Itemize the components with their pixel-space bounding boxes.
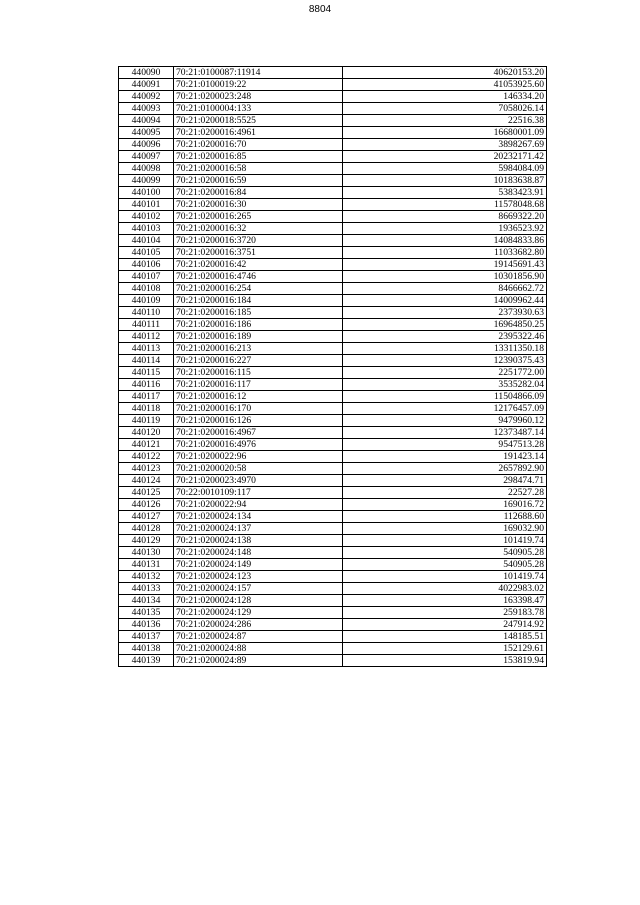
table-row <box>119 379 547 391</box>
table-row <box>119 451 547 463</box>
row-number-cell: 440108 <box>119 283 174 295</box>
table-row <box>119 283 547 295</box>
cadastral-number-cell: 70:21:0200016:30 <box>174 199 343 211</box>
cadastral-number-cell: 70:21:0200016:70 <box>174 139 343 151</box>
row-number-cell: 440134 <box>119 595 174 607</box>
table-row <box>119 475 547 487</box>
row-number-cell: 440102 <box>119 211 174 223</box>
row-number-cell: 440096 <box>119 139 174 151</box>
row-number-cell: 440117 <box>119 391 174 403</box>
table-row <box>119 631 547 643</box>
table-row <box>119 307 547 319</box>
cadastral-value-cell: 8466662.72 <box>343 283 547 295</box>
cadastral-value-cell: 259183.78 <box>343 607 547 619</box>
table-row <box>119 319 547 331</box>
row-number-cell: 440120 <box>119 427 174 439</box>
cadastral-value-cell: 4022983.02 <box>343 583 547 595</box>
table-row <box>119 79 547 91</box>
cadastral-value-cell: 247914.92 <box>343 619 547 631</box>
row-number-cell: 440131 <box>119 559 174 571</box>
cadastral-value-cell: 12176457.09 <box>343 403 547 415</box>
table-row <box>119 607 547 619</box>
row-number-cell: 440125 <box>119 487 174 499</box>
cadastral-number-cell: 70:21:0200024:137 <box>174 523 343 535</box>
cadastral-value-cell: 10183638.87 <box>343 175 547 187</box>
table-row <box>119 247 547 259</box>
row-number-cell: 440121 <box>119 439 174 451</box>
cadastral-value-cell: 153819.94 <box>343 655 547 667</box>
cadastral-value-cell: 169016.72 <box>343 499 547 511</box>
row-number-cell: 440113 <box>119 343 174 355</box>
page-number: 8804 <box>308 4 332 15</box>
table-row <box>119 427 547 439</box>
cadastral-number-cell: 70:21:0200024:148 <box>174 547 343 559</box>
table-row <box>119 463 547 475</box>
table-row <box>119 91 547 103</box>
row-number-cell: 440100 <box>119 187 174 199</box>
cadastral-number-cell: 70:21:0200016:227 <box>174 355 343 367</box>
table-row <box>119 103 547 115</box>
table-row <box>119 259 547 271</box>
table-row <box>119 199 547 211</box>
cadastral-number-cell: 70:21:0200016:184 <box>174 295 343 307</box>
row-number-cell: 440106 <box>119 259 174 271</box>
row-number-cell: 440109 <box>119 295 174 307</box>
cadastral-value-cell: 22527.28 <box>343 487 547 499</box>
cadastral-value-cell: 5984084.09 <box>343 163 547 175</box>
row-number-cell: 440099 <box>119 175 174 187</box>
cadastral-number-cell: 70:21:0200016:117 <box>174 379 343 391</box>
cadastral-value-cell: 5383423.91 <box>343 187 547 199</box>
table-row <box>119 331 547 343</box>
table-row <box>119 151 547 163</box>
row-number-cell: 440094 <box>119 115 174 127</box>
row-number-cell: 440116 <box>119 379 174 391</box>
row-number-cell: 440098 <box>119 163 174 175</box>
cadastral-number-cell: 70:22:0010109:117 <box>174 487 343 499</box>
cadastral-number-cell: 70:21:0200016:126 <box>174 415 343 427</box>
table-row <box>119 619 547 631</box>
table-row <box>119 223 547 235</box>
row-number-cell: 440095 <box>119 127 174 139</box>
row-number-cell: 440093 <box>119 103 174 115</box>
table-row <box>119 355 547 367</box>
table-row <box>119 583 547 595</box>
cadastral-number-cell: 70:21:0200024:88 <box>174 643 343 655</box>
cadastral-number-cell: 70:21:0100004:133 <box>174 103 343 115</box>
row-number-cell: 440119 <box>119 415 174 427</box>
row-number-cell: 440130 <box>119 547 174 559</box>
row-number-cell: 440128 <box>119 523 174 535</box>
cadastral-value-cell: 14009962.44 <box>343 295 547 307</box>
table-row <box>119 439 547 451</box>
row-number-cell: 440126 <box>119 499 174 511</box>
table-row <box>119 391 547 403</box>
cadastral-number-cell: 70:21:0200024:89 <box>174 655 343 667</box>
cadastral-value-cell: 101419.74 <box>343 535 547 547</box>
table-row <box>119 523 547 535</box>
cadastral-value-cell: 1936523.92 <box>343 223 547 235</box>
row-number-cell: 440111 <box>119 319 174 331</box>
cadastral-value-cell: 14084833.86 <box>343 235 547 247</box>
cadastral-value-cell: 146334.20 <box>343 91 547 103</box>
cadastral-value-cell: 19145691.43 <box>343 259 547 271</box>
table-row <box>119 403 547 415</box>
table-row <box>119 595 547 607</box>
row-number-cell: 440107 <box>119 271 174 283</box>
table-row <box>119 499 547 511</box>
row-number-cell: 440091 <box>119 79 174 91</box>
table-row <box>119 127 547 139</box>
cadastral-number-cell: 70:21:0200022:96 <box>174 451 343 463</box>
cadastral-value-cell: 169032.90 <box>343 523 547 535</box>
cadastral-number-cell: 70:21:0200016:4746 <box>174 271 343 283</box>
cadastral-number-cell: 70:21:0200023:4970 <box>174 475 343 487</box>
cadastral-number-cell: 70:21:0200016:3720 <box>174 235 343 247</box>
cadastral-value-cell: 41053925.60 <box>343 79 547 91</box>
cadastral-number-cell: 70:21:0200016:3751 <box>174 247 343 259</box>
cadastral-number-cell: 70:21:0200016:85 <box>174 151 343 163</box>
cadastral-number-cell: 70:21:0200024:129 <box>174 607 343 619</box>
cadastral-number-cell: 70:21:0200024:157 <box>174 583 343 595</box>
table-body <box>119 67 547 667</box>
cadastral-value-cell: 152129.61 <box>343 643 547 655</box>
table-row <box>119 415 547 427</box>
table-row <box>119 163 547 175</box>
cadastral-value-cell: 40620153.20 <box>343 67 547 79</box>
table-row <box>119 511 547 523</box>
cadastral-value-cell: 298474.71 <box>343 475 547 487</box>
table-row <box>119 655 547 667</box>
row-number-cell: 440112 <box>119 331 174 343</box>
cadastral-number-cell: 70:21:0200016:4967 <box>174 427 343 439</box>
cadastral-value-cell: 101419.74 <box>343 571 547 583</box>
cadastral-value-cell: 12373487.14 <box>343 427 547 439</box>
cadastral-number-cell: 70:21:0200016:58 <box>174 163 343 175</box>
cadastral-value-cell: 22516.38 <box>343 115 547 127</box>
cadastral-number-cell: 70:21:0200016:186 <box>174 319 343 331</box>
row-number-cell: 440135 <box>119 607 174 619</box>
cadastral-number-cell: 70:21:0200024:138 <box>174 535 343 547</box>
cadastral-number-cell: 70:21:0200020:58 <box>174 463 343 475</box>
cadastral-value-cell: 20232171.42 <box>343 151 547 163</box>
table-row <box>119 115 547 127</box>
cadastral-value-cell: 3535282.04 <box>343 379 547 391</box>
cadastral-value-cell: 9479960.12 <box>343 415 547 427</box>
row-number-cell: 440118 <box>119 403 174 415</box>
cadastral-value-cell: 8669322.20 <box>343 211 547 223</box>
row-number-cell: 440115 <box>119 367 174 379</box>
table-row <box>119 139 547 151</box>
cadastral-value-cell: 148185.51 <box>343 631 547 643</box>
row-number-cell: 440132 <box>119 571 174 583</box>
table-row <box>119 211 547 223</box>
cadastral-number-cell: 70:21:0200016:59 <box>174 175 343 187</box>
row-number-cell: 440110 <box>119 307 174 319</box>
cadastral-number-cell: 70:21:0200016:4961 <box>174 127 343 139</box>
table-row <box>119 559 547 571</box>
table-row <box>119 343 547 355</box>
row-number-cell: 440097 <box>119 151 174 163</box>
row-number-cell: 440133 <box>119 583 174 595</box>
cadastral-value-cell: 16680001.09 <box>343 127 547 139</box>
cadastral-value-cell: 7058026.14 <box>343 103 547 115</box>
row-number-cell: 440105 <box>119 247 174 259</box>
cadastral-number-cell: 70:21:0200016:189 <box>174 331 343 343</box>
cadastral-value-cell: 2251772.00 <box>343 367 547 379</box>
cadastral-number-cell: 70:21:0200016:265 <box>174 211 343 223</box>
cadastral-number-cell: 70:21:0200024:87 <box>174 631 343 643</box>
row-number-cell: 440123 <box>119 463 174 475</box>
table-row <box>119 175 547 187</box>
cadastral-number-cell: 70:21:0200016:42 <box>174 259 343 271</box>
cadastral-number-cell: 70:21:0200018:5525 <box>174 115 343 127</box>
row-number-cell: 440124 <box>119 475 174 487</box>
row-number-cell: 440101 <box>119 199 174 211</box>
cadastral-value-cell: 11033682.80 <box>343 247 547 259</box>
cadastral-value-cell: 2395322.46 <box>343 331 547 343</box>
row-number-cell: 440092 <box>119 91 174 103</box>
cadastral-value-cell: 9547513.28 <box>343 439 547 451</box>
cadastral-number-cell: 70:21:0100019:22 <box>174 79 343 91</box>
cadastral-number-cell: 70:21:0200024:123 <box>174 571 343 583</box>
cadastral-number-cell: 70:21:0200023:248 <box>174 91 343 103</box>
table-row <box>119 643 547 655</box>
row-number-cell: 440139 <box>119 655 174 667</box>
cadastral-number-cell: 70:21:0200016:170 <box>174 403 343 415</box>
row-number-cell: 440114 <box>119 355 174 367</box>
cadastral-value-cell: 163398.47 <box>343 595 547 607</box>
cadastral-value-cell: 540905.28 <box>343 547 547 559</box>
cadastral-number-cell: 70:21:0200016:12 <box>174 391 343 403</box>
row-number-cell: 440129 <box>119 535 174 547</box>
cadastral-number-cell: 70:21:0200024:128 <box>174 595 343 607</box>
cadastral-value-cell: 191423.14 <box>343 451 547 463</box>
cadastral-number-cell: 70:21:0200016:213 <box>174 343 343 355</box>
cadastral-value-cell: 12390375.43 <box>343 355 547 367</box>
row-number-cell: 440137 <box>119 631 174 643</box>
cadastral-value-cell: 16964850.25 <box>343 319 547 331</box>
cadastral-value-cell: 2657892.90 <box>343 463 547 475</box>
row-number-cell: 440122 <box>119 451 174 463</box>
cadastral-number-cell: 70:21:0200024:134 <box>174 511 343 523</box>
cadastral-number-cell: 70:21:0200016:185 <box>174 307 343 319</box>
cadastral-value-cell: 3898267.69 <box>343 139 547 151</box>
cadastral-value-cell: 540905.28 <box>343 559 547 571</box>
row-number-cell: 440127 <box>119 511 174 523</box>
row-number-cell: 440090 <box>119 67 174 79</box>
cadastral-value-cell: 13311350.18 <box>343 343 547 355</box>
cadastral-number-cell: 70:21:0200016:115 <box>174 367 343 379</box>
cadastral-number-cell: 70:21:0200022:94 <box>174 499 343 511</box>
row-number-cell: 440104 <box>119 235 174 247</box>
table-row <box>119 547 547 559</box>
table-row <box>119 235 547 247</box>
cadastral-number-cell: 70:21:0100087:11914 <box>174 67 343 79</box>
table-row <box>119 367 547 379</box>
row-number-cell: 440103 <box>119 223 174 235</box>
cadastral-value-cell: 2373930.63 <box>343 307 547 319</box>
cadastral-number-cell: 70:21:0200016:32 <box>174 223 343 235</box>
table-row <box>119 187 547 199</box>
cadastral-number-cell: 70:21:0200016:4976 <box>174 439 343 451</box>
table-row <box>119 487 547 499</box>
cadastral-value-cell: 11578048.68 <box>343 199 547 211</box>
row-number-cell: 440136 <box>119 619 174 631</box>
cadastral-value-cell: 112688.60 <box>343 511 547 523</box>
cadastral-value-cell: 11504866.09 <box>343 391 547 403</box>
table-row <box>119 271 547 283</box>
cadastral-number-cell: 70:21:0200016:254 <box>174 283 343 295</box>
row-number-cell: 440138 <box>119 643 174 655</box>
cadastral-number-cell: 70:21:0200016:84 <box>174 187 343 199</box>
cadastral-value-table <box>118 66 547 667</box>
cadastral-value-cell: 10301856.90 <box>343 271 547 283</box>
cadastral-number-cell: 70:21:0200024:149 <box>174 559 343 571</box>
cadastral-number-cell: 70:21:0200024:286 <box>174 619 343 631</box>
table-row <box>119 535 547 547</box>
table-row <box>119 571 547 583</box>
table-row <box>119 67 547 79</box>
table-row <box>119 295 547 307</box>
